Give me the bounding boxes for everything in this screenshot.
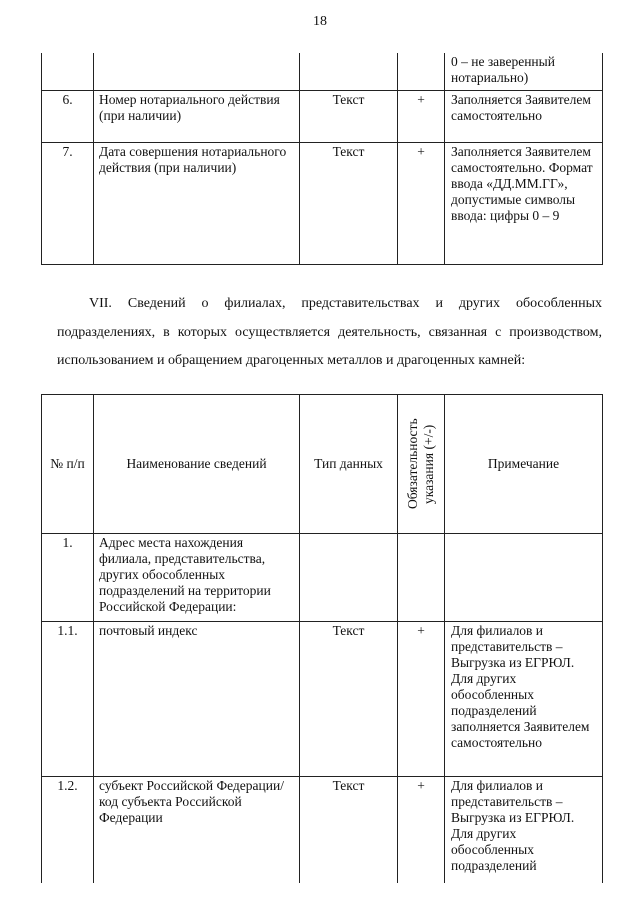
- row-required: +: [398, 142, 445, 264]
- row-required: [398, 534, 445, 622]
- row-note: Для филиалов и представительств – Выгрузка из ЕГРЮЛ. Для других обособленных подразделений заполняется Заявителем самостоятельно: [445, 622, 603, 777]
- row-number: 7.: [42, 142, 94, 264]
- row-note: Заполняется Заявителем самостоятельно. Формат ввода «ДД.ММ.ГГ», допустимые символы ввода: цифры 0 – 9: [445, 142, 603, 264]
- page-number: 18: [313, 14, 327, 29]
- row-number: 6.: [42, 90, 94, 142]
- row-required: +: [398, 777, 445, 883]
- header-required-cell: [398, 395, 445, 534]
- table-row: [42, 142, 603, 264]
- header-required: Обязательность указания (+/-): [405, 418, 436, 510]
- row-name: Адрес места нахождения филиала, представительства, других обособленных подразделений на территории Российской Федерации:: [94, 534, 300, 622]
- row-type: Текст: [300, 777, 398, 883]
- row-name: почтовый индекс: [94, 622, 300, 777]
- row-note: Заполняется Заявителем самостоятельно: [445, 90, 603, 142]
- row-type: [300, 534, 398, 622]
- row-name: Дата совершения нотариального действия (при наличии): [94, 142, 300, 264]
- table-row: [42, 777, 603, 883]
- header-name: Наименование сведений: [94, 395, 300, 534]
- row-number: 1.2.: [42, 777, 94, 883]
- row-note: [445, 534, 603, 622]
- row-type: Текст: [300, 142, 398, 264]
- table-row: [42, 622, 603, 777]
- section-heading-vii: VII. Сведений о филиалах, представительствах и других обособленных подразделениях, в которых осуществляется деятельность, связанная с производством, использованием и обращением драгоценных металлов и драгоценных камней:: [57, 296, 602, 368]
- row-required: [398, 53, 445, 90]
- row-required: +: [398, 622, 445, 777]
- row-name: субъект Российской Федерации/код субъекта Российской Федерации: [94, 777, 300, 883]
- header-type: Тип данных: [300, 395, 398, 534]
- table-header-row: [42, 395, 603, 534]
- header-num: № п/п: [42, 395, 94, 534]
- row-name: [94, 53, 300, 90]
- row-required: +: [398, 90, 445, 142]
- branches-table: [41, 394, 603, 883]
- table-row: [42, 90, 603, 142]
- row-type: Текст: [300, 622, 398, 777]
- row-note: 0 – не заверенный нотариально): [445, 53, 603, 90]
- row-name: Номер нотариального действия (при наличии): [94, 90, 300, 142]
- row-type: [300, 53, 398, 90]
- row-number: [42, 53, 94, 90]
- row-number: 1.: [42, 534, 94, 622]
- requirements-table-continued: [41, 53, 603, 265]
- row-note: Для филиалов и представительств – Выгрузка из ЕГРЮЛ. Для других обособленных подразделений: [445, 777, 603, 883]
- header-note: Примечание: [445, 395, 603, 534]
- table-row: [42, 53, 603, 90]
- row-number: 1.1.: [42, 622, 94, 777]
- table-row: [42, 534, 603, 622]
- row-type: Текст: [300, 90, 398, 142]
